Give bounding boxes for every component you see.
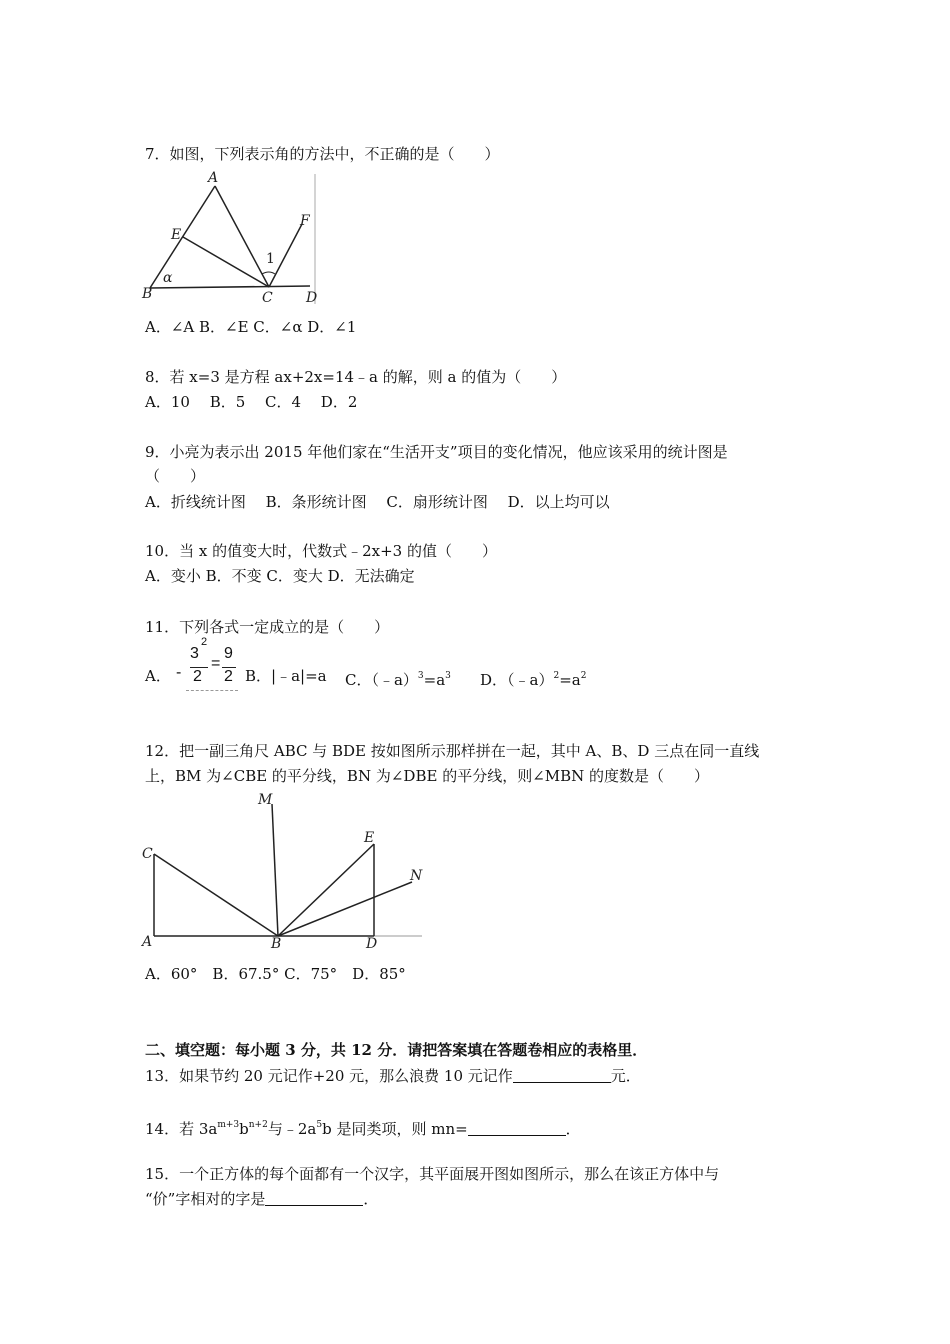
section2-heading: 二、填空题：每小题 3 分，共 12 分．请把答案填在答题卷相应的表格里．: [145, 1041, 648, 1059]
q11-opt-b: B．|﹣a|=a: [245, 667, 327, 685]
q12-label-m: M: [258, 792, 273, 808]
q11-opt-c-exp2: 3: [445, 671, 451, 681]
q12-options: A．60° B．67.5° C．75° D．85°: [145, 965, 406, 983]
q7-label-one: 1: [266, 251, 275, 267]
q11-opt-c: [345, 666, 451, 690]
q7-label-b: B: [142, 286, 153, 302]
q7-label-c: C: [262, 290, 273, 306]
q11-opt-d-exp2: 2: [580, 671, 587, 681]
q11-opt-c-mid: =a: [423, 671, 446, 689]
q8-stem: 8．若 x=3 是方程 ax+2x=14﹣a 的解，则 a 的值为（ ）: [145, 368, 567, 386]
q7-line-bd: [150, 286, 310, 288]
q9-stem: 9．小亮为表示出 2015 年他们家在“生活开支”项目的变化情况，他应该采用的统计图是: [145, 443, 728, 461]
q15-line-2: [145, 1189, 378, 1209]
q11-stem: 11．下列各式一定成立的是（ ）: [145, 618, 390, 636]
q11-opt-d-exp: 2: [553, 671, 560, 681]
q11-opt-d-mid: =a: [559, 671, 581, 689]
q14-mid1: b: [239, 1120, 249, 1138]
q13-post: 元．: [610, 1067, 641, 1085]
q12-label-b: B: [271, 936, 282, 952]
q11-opt-a-minus: -: [176, 664, 182, 681]
q14-answer-blank[interactable]: [468, 1121, 566, 1136]
q14-exp1: m+3: [217, 1120, 240, 1130]
q11-opt-c-exp: 3: [417, 671, 424, 681]
q12-label-c: C: [142, 846, 153, 862]
q7-label-alpha: α: [163, 270, 173, 286]
q9-options: A．折线统计图 B．条形统计图 C．扇形统计图 D．以上均可以: [145, 493, 610, 511]
q15-answer-blank[interactable]: [265, 1191, 363, 1206]
q12-label-e: E: [364, 830, 375, 846]
q7-line-ba: [150, 186, 215, 288]
q14-exp3: 5: [316, 1120, 323, 1130]
q12-stem-1: 12．把一副三角尺 ABC 与 BDE 按如图所示那样拼在一起，其中 A、B、D 三点在同一直线: [145, 742, 760, 760]
q7-label-e: E: [171, 227, 182, 243]
q13-pre: 13．如果节约 20 元记作+20 元，那么浪费 10 元记作: [145, 1067, 513, 1085]
q9-stem-cont: （ ）: [145, 467, 206, 485]
q10-options: A．变小 B．不变 C．变大 D．无法确定: [145, 567, 415, 585]
q13-answer-blank[interactable]: [513, 1068, 611, 1083]
q15-line-1: 15．一个正方体的每个面都有一个汉字，其平面展开图如图所示，那么在该正方体中与: [145, 1165, 720, 1183]
q15-pre: “价”字相对的字是: [145, 1190, 266, 1208]
q7-label-a: A: [208, 170, 219, 186]
q14-mid3: b 是同类项，则 mn=: [322, 1120, 468, 1138]
q7-options: A．∠A B．∠E C．∠α D．∠1: [145, 318, 357, 336]
q14-line: [145, 1115, 581, 1139]
q11-opt-d-pre: D．（﹣a）: [480, 671, 554, 689]
q11-opt-a-label: A．: [145, 667, 171, 685]
q14-mid2: 与﹣2a: [267, 1120, 317, 1138]
q12-line-bm: [272, 804, 278, 936]
q7-figure: [138, 170, 323, 310]
q12-line-cb: [154, 854, 278, 936]
q10-stem: 10．当 x 的值变大时，代数式﹣2x+3 的值（ ）: [145, 542, 497, 560]
q11-frac-right-den: 2: [224, 668, 233, 685]
q11-frac-eq: =: [211, 655, 221, 672]
q14-pre: 14．若 3a: [145, 1120, 218, 1138]
q7-label-f: F: [300, 213, 310, 229]
q14-post: ．: [565, 1120, 581, 1138]
q15-post: ．: [363, 1190, 379, 1208]
q11-frac-left-den: 2: [193, 668, 202, 685]
q11-opt-c-pre: C．（﹣a）: [345, 671, 418, 689]
q7-stem: 7．如图，下列表示角的方法中，不正确的是（ ）: [145, 145, 500, 163]
q13-line: [145, 1066, 641, 1086]
q12-stem-2: 上，BM 为∠CBE 的平分线，BN 为∠DBE 的平分线，则∠MBN 的度数是（ ）: [145, 767, 710, 785]
q12-figure: [138, 790, 428, 955]
q12-label-a: A: [142, 934, 153, 950]
q11-opt-d: [480, 666, 586, 690]
q8-options: A．10 B．5 C．4 D．2: [145, 393, 358, 411]
q12-label-d: D: [366, 936, 378, 952]
q12-label-n: N: [410, 868, 423, 884]
q12-line-bn: [278, 882, 412, 936]
q11-frac-left-exp: 2: [201, 636, 208, 648]
q7-angle-arc: [262, 272, 275, 274]
q14-exp2: n+2: [248, 1120, 268, 1130]
q7-label-d: D: [306, 290, 318, 306]
q11-frac-left-num: 3: [190, 645, 199, 662]
q11-frac-right-num: 9: [224, 645, 233, 662]
q12-line-be: [278, 844, 374, 936]
